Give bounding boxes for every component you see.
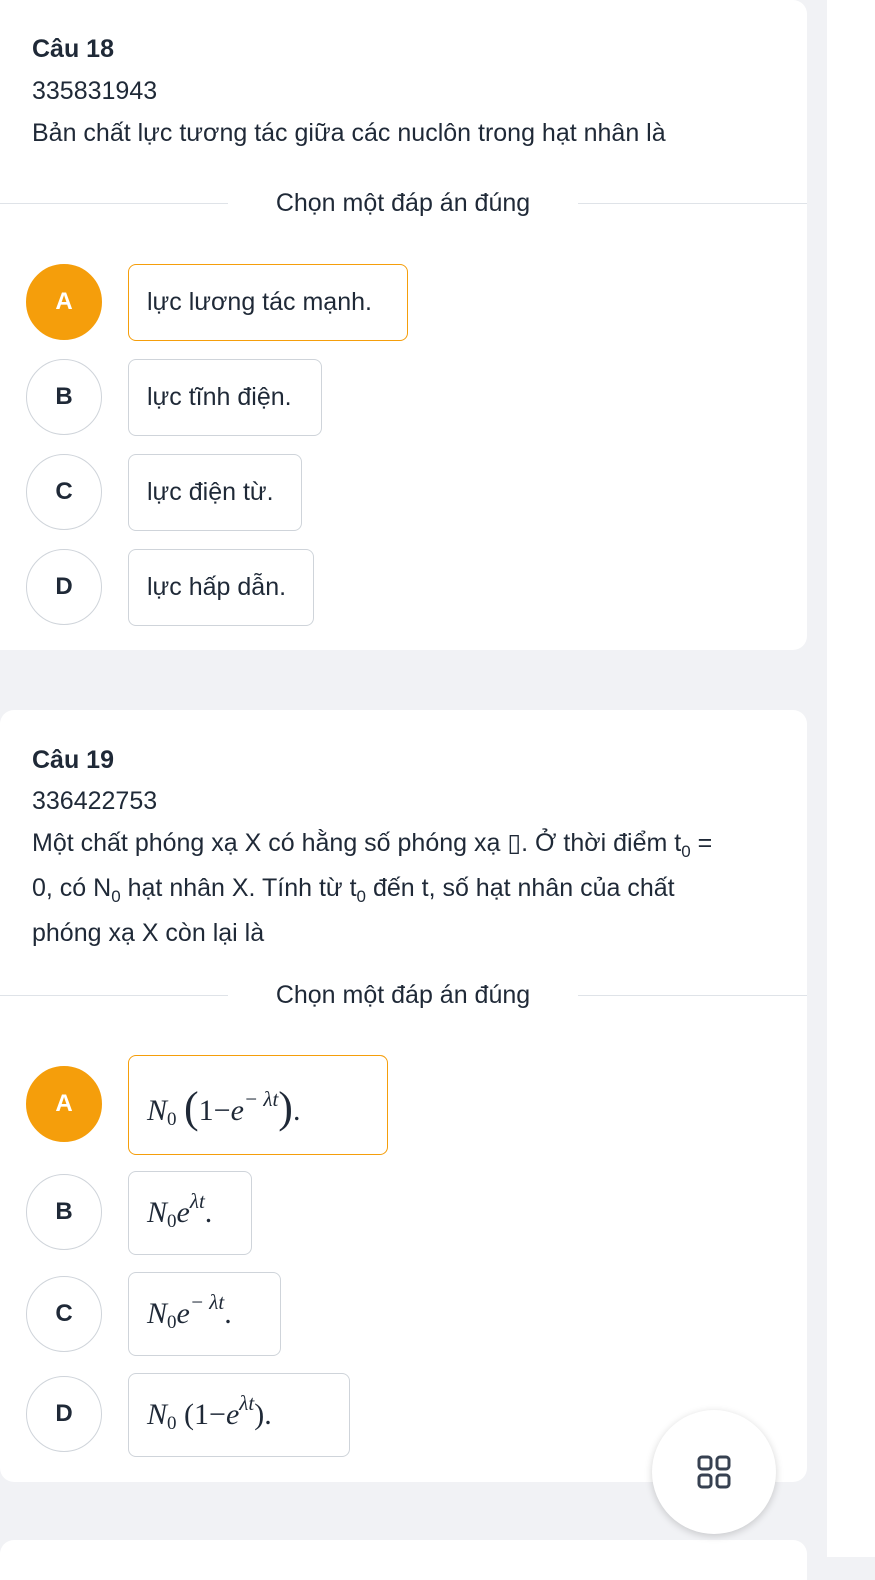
option-a-circle[interactable]: A <box>26 264 102 340</box>
answer-prompt: Chọn một đáp án đúng <box>275 189 531 217</box>
option-a-box[interactable] <box>128 264 408 341</box>
option-b-box[interactable] <box>128 1171 252 1255</box>
option-d-circle[interactable]: D <box>26 1376 102 1452</box>
question-card <box>0 710 807 1482</box>
option-c-formula: $N0e^{- \lambda t}$. <box>147 1290 232 1333</box>
option-b-formula: $N0e^{\lambda t}$. <box>147 1189 213 1232</box>
question-text-line-1: Một chất phóng xạ X có hằng số phóng xạ ▯. Ở thời điểm $t_0$ = <box>32 829 713 861</box>
option-c-box[interactable] <box>128 1272 281 1356</box>
option-d-box[interactable] <box>128 1373 350 1457</box>
question-text: Bản chất lực tương tác giữa các nuclôn trong hạt nhân là <box>32 119 666 147</box>
option-b-box[interactable] <box>128 359 322 436</box>
next-question-card <box>0 1540 807 1580</box>
question-grid-button[interactable] <box>652 1410 776 1534</box>
option-d-circle[interactable]: D <box>26 549 102 625</box>
option-b-circle[interactable]: B <box>26 359 102 435</box>
question-title: Câu 18 <box>32 35 114 63</box>
answer-prompt: Chọn một đáp án đúng <box>275 981 531 1009</box>
answer-divider <box>0 188 807 218</box>
question-text <box>32 822 782 954</box>
option-a-circle[interactable]: A <box>26 1066 102 1142</box>
option-a-text: lực lương tác mạnh. <box>147 288 372 316</box>
option-c-box[interactable] <box>128 454 302 531</box>
option-d-text: lực hấp dẫn. <box>147 573 287 601</box>
question-card <box>0 0 807 650</box>
question-text-line-2: 0, có $N_0$ hạt nhân X. Tính từ $t_0$ đến t, số hạt nhân của chất <box>32 874 675 906</box>
question-id: 335831943 <box>32 77 158 105</box>
option-b-circle[interactable]: B <box>26 1174 102 1250</box>
option-c-circle[interactable]: C <box>26 454 102 530</box>
option-a-formula: N0 $(1-e^{- \lambda t})$. <box>147 1082 301 1132</box>
grid-icon <box>697 1455 731 1489</box>
option-a-box[interactable] <box>128 1055 388 1155</box>
option-c-text: lực điện từ. <box>147 478 274 506</box>
question-text-line-3: phóng xạ X còn lại là <box>32 919 265 947</box>
option-d-box[interactable] <box>128 549 314 626</box>
missing-glyph: ▯ <box>507 829 522 857</box>
option-b-text: lực tĩnh điện. <box>147 383 292 411</box>
question-id: 336422753 <box>32 787 158 815</box>
option-d-formula: N0 $(1-e^{\lambda t})$. <box>147 1391 272 1434</box>
question-title: Câu 19 <box>32 746 114 774</box>
answer-divider <box>0 980 807 1010</box>
option-c-circle[interactable]: C <box>26 1276 102 1352</box>
right-gutter <box>827 0 875 1557</box>
